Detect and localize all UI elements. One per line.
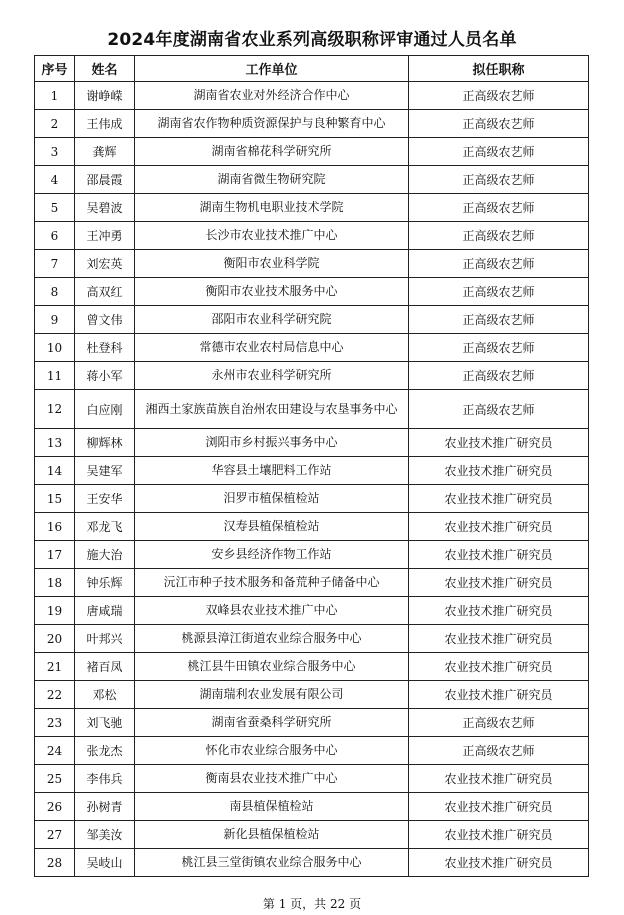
table-row [35,569,589,597]
cell-title: 正高级农艺师 [409,138,589,166]
table-row [35,485,589,513]
table-row [35,278,589,306]
cell-name: 柳辉林 [75,429,135,457]
page-footer: 第 1 页，共 22 页 [262,897,362,911]
cell-no: 10 [35,334,75,362]
cell-title: 农业技术推广研究员 [409,485,589,513]
cell-no: 11 [35,362,75,390]
cell-unit: 湖南省微生物研究院 [135,166,409,194]
column-header-title: 拟任职称 [409,56,589,82]
table-row [35,681,589,709]
cell-unit: 邵阳市农业科学研究院 [135,306,409,334]
table-row [35,110,589,138]
cell-name: 王安华 [75,485,135,513]
table-row [35,250,589,278]
table-row [35,138,589,166]
column-header-name: 姓名 [75,56,135,82]
cell-title: 农业技术推广研究员 [409,653,589,681]
cell-name: 王冲勇 [75,222,135,250]
cell-title: 正高级农艺师 [409,737,589,765]
cell-title: 正高级农艺师 [409,306,589,334]
cell-unit: 浏阳市乡村振兴事务中心 [135,429,409,457]
cell-title: 正高级农艺师 [409,709,589,737]
cell-no: 13 [35,429,75,457]
cell-unit: 湖南瑞利农业发展有限公司 [135,681,409,709]
table-row [35,166,589,194]
cell-unit: 衡阳市农业科学院 [135,250,409,278]
cell-no: 9 [35,306,75,334]
cell-unit: 常德市农业农村局信息中心 [135,334,409,362]
cell-name: 杜登科 [75,334,135,362]
cell-name: 钟乐辉 [75,569,135,597]
cell-name: 张龙杰 [75,737,135,765]
cell-no: 22 [35,681,75,709]
cell-unit: 桃江县牛田镇农业综合服务中心 [135,653,409,681]
cell-name: 邵晨霞 [75,166,135,194]
cell-unit: 怀化市农业综合服务中心 [135,737,409,765]
cell-no: 27 [35,821,75,849]
cell-name: 谢峥嵘 [75,82,135,110]
cell-no: 14 [35,457,75,485]
table-row [35,82,589,110]
table-row [35,737,589,765]
column-header-no: 序号 [35,56,75,82]
cell-no: 18 [35,569,75,597]
cell-unit: 华容县土壤肥料工作站 [135,457,409,485]
cell-title: 农业技术推广研究员 [409,625,589,653]
cell-name: 邓龙飞 [75,513,135,541]
table-row [35,597,589,625]
cell-title: 农业技术推广研究员 [409,821,589,849]
roster-table [34,55,589,877]
cell-name: 邹美汝 [75,821,135,849]
cell-name: 刘飞驰 [75,709,135,737]
cell-unit: 桃源县漳江街道农业综合服务中心 [135,625,409,653]
cell-name: 褚百凤 [75,653,135,681]
cell-no: 12 [35,390,75,429]
table-row [35,390,589,429]
cell-no: 8 [35,278,75,306]
cell-name: 孙树青 [75,793,135,821]
cell-no: 6 [35,222,75,250]
cell-title: 正高级农艺师 [409,110,589,138]
cell-no: 4 [35,166,75,194]
cell-name: 吴岐山 [75,849,135,877]
cell-title: 农业技术推广研究员 [409,457,589,485]
cell-title: 正高级农艺师 [409,250,589,278]
cell-name: 吴建军 [75,457,135,485]
cell-name: 李伟兵 [75,765,135,793]
cell-no: 24 [35,737,75,765]
table-row [35,793,589,821]
cell-unit: 衡阳市农业技术服务中心 [135,278,409,306]
cell-title: 农业技术推广研究员 [409,429,589,457]
cell-name: 刘宏英 [75,250,135,278]
cell-title: 农业技术推广研究员 [409,541,589,569]
table-row [35,429,589,457]
cell-no: 23 [35,709,75,737]
cell-title: 农业技术推广研究员 [409,513,589,541]
cell-no: 3 [35,138,75,166]
cell-unit: 永州市农业科学研究所 [135,362,409,390]
cell-unit: 湖南省农作物种质资源保护与良种繁育中心 [135,110,409,138]
cell-unit: 沅江市种子技术服务和备荒种子储备中心 [135,569,409,597]
cell-no: 2 [35,110,75,138]
cell-title: 农业技术推广研究员 [409,597,589,625]
cell-unit: 新化县植保植检站 [135,821,409,849]
table-body [35,82,589,877]
table-row [35,513,589,541]
cell-no: 17 [35,541,75,569]
table-row [35,194,589,222]
cell-name: 吴碧波 [75,194,135,222]
cell-title: 农业技术推广研究员 [409,569,589,597]
cell-unit: 湖南省蚕桑科学研究所 [135,709,409,737]
table-row [35,709,589,737]
cell-unit: 长沙市农业技术推广中心 [135,222,409,250]
cell-title: 农业技术推广研究员 [409,793,589,821]
cell-title: 农业技术推广研究员 [409,681,589,709]
table-row [35,765,589,793]
cell-title: 正高级农艺师 [409,82,589,110]
table-row [35,362,589,390]
cell-unit: 衡南县农业技术推广中心 [135,765,409,793]
cell-unit: 湖南生物机电职业技术学院 [135,194,409,222]
cell-name: 高双红 [75,278,135,306]
cell-title: 正高级农艺师 [409,194,589,222]
cell-no: 21 [35,653,75,681]
cell-no: 5 [35,194,75,222]
table-row [35,653,589,681]
cell-no: 15 [35,485,75,513]
cell-no: 25 [35,765,75,793]
cell-title: 农业技术推广研究员 [409,849,589,877]
cell-unit: 桃江县三堂街镇农业综合服务中心 [135,849,409,877]
table-row [35,849,589,877]
cell-name: 叶邦兴 [75,625,135,653]
table-row [35,541,589,569]
table-row [35,334,589,362]
cell-unit: 汉寿县植保植检站 [135,513,409,541]
cell-name: 龚辉 [75,138,135,166]
cell-no: 1 [35,82,75,110]
cell-title: 正高级农艺师 [409,222,589,250]
cell-name: 王伟成 [75,110,135,138]
cell-unit: 双峰县农业技术推广中心 [135,597,409,625]
table-row [35,222,589,250]
cell-no: 26 [35,793,75,821]
cell-no: 20 [35,625,75,653]
table-header-row [35,56,589,82]
cell-title: 正高级农艺师 [409,390,589,429]
cell-no: 7 [35,250,75,278]
cell-unit: 汨罗市植保植检站 [135,485,409,513]
cell-unit: 湖南省农业对外经济合作中心 [135,82,409,110]
table-row [35,821,589,849]
table-row [35,625,589,653]
column-header-unit: 工作单位 [135,56,409,82]
cell-unit: 湖南省棉花科学研究所 [135,138,409,166]
cell-title: 正高级农艺师 [409,278,589,306]
document-title: 2024年度湖南省农业系列高级职称评审通过人员名单 [107,30,517,50]
cell-title: 正高级农艺师 [409,166,589,194]
table-row [35,306,589,334]
cell-name: 白应刚 [75,390,135,429]
cell-name: 唐咸瑞 [75,597,135,625]
cell-unit: 湘西土家族苗族自治州农田建设与农垦事务中心 [135,390,409,429]
cell-title: 农业技术推广研究员 [409,765,589,793]
table-row [35,457,589,485]
cell-unit: 南县植保植检站 [135,793,409,821]
cell-name: 施大治 [75,541,135,569]
cell-no: 19 [35,597,75,625]
cell-title: 正高级农艺师 [409,334,589,362]
cell-title: 正高级农艺师 [409,362,589,390]
cell-name: 曾文伟 [75,306,135,334]
cell-no: 16 [35,513,75,541]
cell-name: 蒋小军 [75,362,135,390]
cell-no: 28 [35,849,75,877]
cell-unit: 安乡县经济作物工作站 [135,541,409,569]
cell-name: 邓松 [75,681,135,709]
